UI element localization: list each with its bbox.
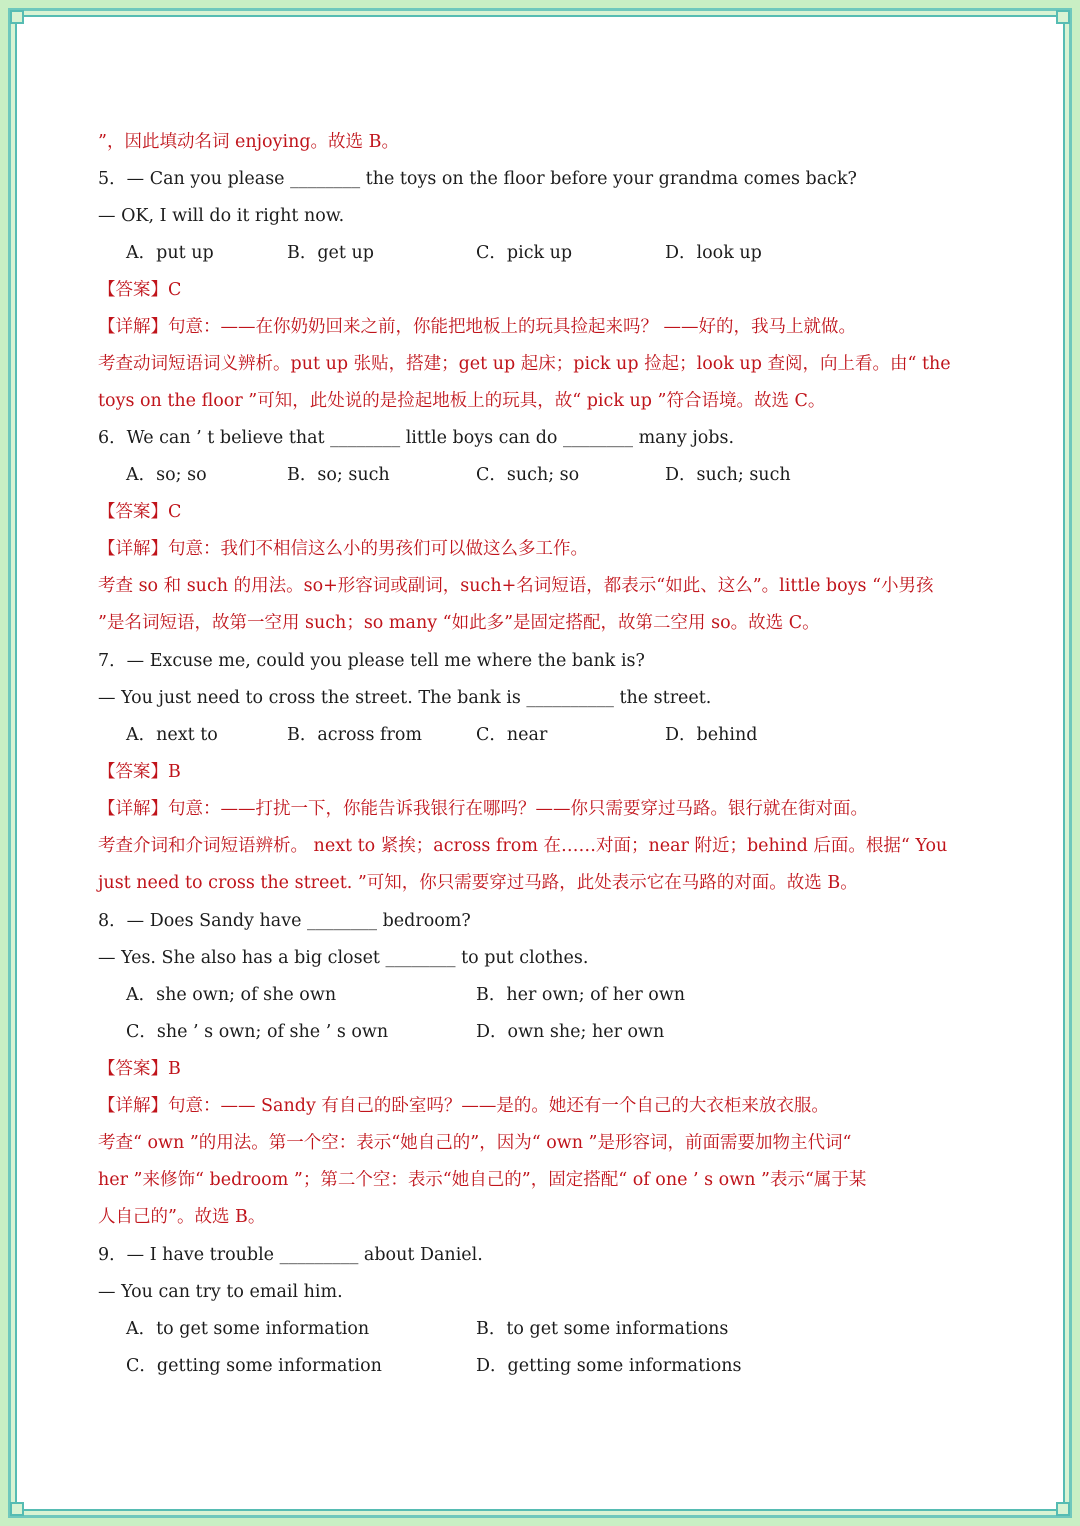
option-c: C．pick up [476,243,573,263]
question-5: 5．— Can you please ________ the toys on the floor before your grandma comes back? [98,169,857,189]
question-9: 9．— I have trouble _________ about Daniel. [98,1245,483,1265]
option-d: D．such; such [665,465,791,485]
frame-corner [1056,1502,1070,1516]
option-c: C．such; so [476,465,580,485]
explanation-line: 【详解】句意：——在你奶奶回来之前，你能把地板上的玩具捡起来吗？ ——好的，我马上就做。 [98,317,857,337]
frame-corner [10,10,24,24]
option-c: C．getting some information [126,1356,382,1376]
question-9-reply: — You can try to email him. [98,1282,343,1302]
option-d: D．own she; her own [476,1022,665,1042]
explanation-line: 考查 so 和 such 的用法。so+形容词或副词，such+名词短语，都表示“如此、这么”。little boys “小男孩 [98,576,934,596]
option-a: A．to get some information [126,1319,370,1339]
explanation-line: 【详解】句意：——打扰一下，你能告诉我银行在哪吗？——你只需要穿过马路。银行就在街对面。 [98,799,868,819]
question-7-reply: — You just need to cross the street. The bank is __________ the street. [98,688,712,708]
option-d: D．getting some informations [476,1356,742,1376]
explanation-line: just need to cross the street. ”可知，你只需要穿过马路，此处表示它在马路的对面。故选 B。 [98,873,858,893]
explanation-line: 考查“ own ”的用法。第一个空：表示“她自己的”，因为“ own ”是形容词，前面需要加物主代词“ [98,1133,852,1153]
explanation-line: toys on the floor ”可知，此处说的是捡起地板上的玩具，故“ pick up ”符合语境。故选 C。 [98,391,826,411]
option-d: D．look up [665,243,762,263]
answer-label: 【答案】B [98,762,181,782]
answer-label: 【答案】C [98,280,182,300]
option-a: A．put up [126,243,214,263]
explanation-line: 【详解】句意：我们不相信这么小的男孩们可以做这么多工作。 [98,539,588,559]
explanation-line: her ”来修饰“ bedroom ”；第二个空：表示“她自己的”，固定搭配“ of one ’ s own ”表示“属于某 [98,1170,867,1190]
option-c: C．near [476,725,548,745]
option-a: A．she own; of she own [126,985,337,1005]
explanation-line: ”是名词短语，故第一空用 such；so many “如此多”是固定搭配，故第二空用 so。故选 C。 [98,613,820,633]
question-6: 6．We can ’ t believe that ________ little boys can do ________ many jobs. [98,428,735,448]
question-7: 7．— Excuse me, could you please tell me where the bank is? [98,651,645,671]
frame-corner [1056,10,1070,24]
option-b: B．to get some informations [476,1319,729,1339]
option-a: A．next to [126,725,218,745]
explanation-line: 【详解】句意：—— Sandy 有自己的卧室吗？——是的。她还有一个自己的大衣柜来放衣服。 [98,1096,829,1116]
option-b: B．her own; of her own [476,985,686,1005]
explanation-line: 考查介词和介词短语辨析。 next to 紧挨；across from 在……对面；near 附近；behind 后面。根据“ You [98,836,948,856]
answer-label: 【答案】B [98,1059,181,1079]
explanation-line: ”，因此填动名词 enjoying。故选 B。 [98,132,399,152]
option-c: C．she ’ s own; of she ’ s own [126,1022,389,1042]
frame-corner [10,1502,24,1516]
option-a: A．so; so [126,465,207,485]
explanation-line: 人自己的”。故选 B。 [98,1207,266,1227]
answer-label: 【答案】C [98,502,182,522]
question-5-reply: — OK, I will do it right now. [98,206,345,226]
question-8-reply: — Yes. She also has a big closet ________ to put clothes. [98,948,589,968]
option-b: B．so; such [287,465,390,485]
question-8: 8．— Does Sandy have ________ bedroom? [98,911,471,931]
option-b: B．across from [287,725,422,745]
explanation-line: 考查动词短语词义辨析。put up 张贴，搭建；get up 起床；pick up 捡起；look up 查阅，向上看。由“ the [98,354,951,374]
option-b: B．get up [287,243,374,263]
option-d: D．behind [665,725,758,745]
